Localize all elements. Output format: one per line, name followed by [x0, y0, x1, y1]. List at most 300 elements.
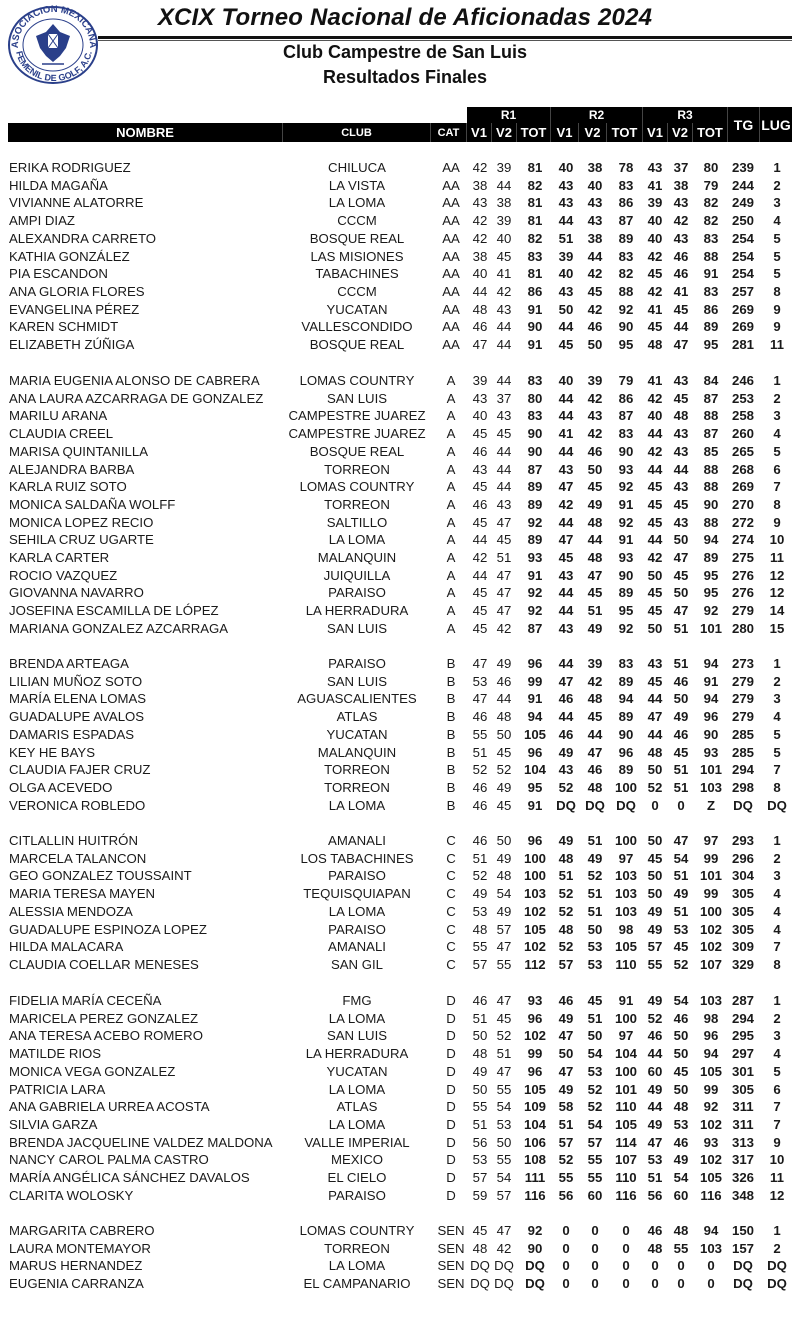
r2-total: 83 — [618, 426, 634, 442]
category: D — [446, 1010, 456, 1026]
r1-total: 83 — [527, 373, 543, 388]
r1-v2-score: 47 — [496, 1063, 512, 1079]
r1-v2-score: 47 — [496, 567, 512, 583]
player-name: ALEXANDRA CARRETO — [9, 230, 157, 246]
category: A — [446, 496, 456, 512]
r2-total: 93 — [618, 550, 634, 565]
club-name: SAN LUIS — [326, 673, 388, 689]
player-name: GUADALUPE ESPINOZA LOPEZ — [9, 921, 207, 937]
r2-v1-score: 44 — [558, 319, 574, 335]
r1-v1-score: 45 — [472, 585, 488, 601]
r1-total: 89 — [527, 479, 543, 495]
table-row — [0, 779, 800, 797]
position: 5 — [773, 248, 781, 264]
r3-total: 82 — [703, 213, 719, 229]
r2-v1-score: 40 — [558, 266, 574, 282]
table-row — [0, 1257, 800, 1275]
r1-v1-score: 48 — [472, 1240, 488, 1256]
grand-total: 157 — [731, 1240, 754, 1256]
r1-v2-score: 45 — [496, 248, 512, 264]
r2-v1-score: 51 — [558, 230, 574, 246]
r2-total: 92 — [618, 301, 634, 317]
r1-v2-score: 44 — [496, 373, 512, 388]
player-name: KEY HE BAYS — [9, 744, 96, 760]
r3-total: 79 — [703, 177, 719, 193]
r1-v2-score: 49 — [496, 850, 512, 866]
position: 6 — [773, 461, 781, 477]
r1-v2-score: 45 — [496, 1010, 512, 1026]
player-name: DAMARIS ESPADAS — [9, 726, 135, 742]
r2-v2-score: 42 — [587, 266, 603, 282]
table-row — [0, 301, 800, 319]
club-name: MALANQUIN — [317, 550, 397, 565]
table-row — [0, 1116, 800, 1134]
club-name: AGUASCALIENTES — [297, 691, 417, 707]
r2-v2-score: 55 — [587, 1170, 603, 1185]
r3-v1-score: 44 — [647, 461, 663, 477]
r2-v1-score: 58 — [558, 1099, 574, 1115]
r2-v2-score: 49 — [587, 850, 603, 866]
category: A — [446, 620, 456, 636]
table-row — [0, 832, 800, 850]
grand-total: 269 — [731, 319, 754, 335]
position: 3 — [773, 691, 781, 707]
r3-total: 0 — [707, 1258, 715, 1274]
r2-total: 107 — [614, 1152, 637, 1168]
club-name: TORREON — [324, 779, 390, 795]
player-name: CLAUDIA CREEL — [9, 426, 114, 442]
r3-total: 87 — [703, 426, 719, 442]
r2-v2-score: 42 — [587, 426, 603, 442]
grand-total: 285 — [731, 744, 754, 760]
club-name: LA LOMA — [328, 797, 386, 813]
r3-v1-score: 41 — [647, 373, 663, 388]
r3-v2-score: 45 — [673, 301, 689, 317]
category: C — [446, 886, 456, 902]
r3-v1-score: 49 — [647, 921, 663, 937]
r3-total: 96 — [703, 1028, 719, 1044]
r1-total: 89 — [527, 496, 543, 512]
r3-total: 88 — [703, 461, 719, 477]
r2-v1-score: 46 — [558, 691, 574, 707]
r1-total: 112 — [524, 956, 546, 972]
r3-total: 89 — [703, 550, 719, 565]
position: 4 — [773, 1046, 781, 1062]
header-r1: R1 — [467, 107, 551, 123]
r2-total: 89 — [618, 585, 634, 601]
r3-total: 101 — [699, 620, 722, 636]
r3-v2-score: 43 — [673, 443, 689, 459]
club-name: EL CIELO — [327, 1170, 387, 1185]
r1-v1-score: 43 — [472, 390, 488, 406]
r3-total: 99 — [703, 1081, 719, 1097]
grand-total: 313 — [731, 1134, 754, 1150]
r1-v2-score: 53 — [496, 1116, 512, 1132]
r3-v2-score: 46 — [673, 1010, 689, 1026]
r2-total: 116 — [615, 1187, 637, 1203]
r1-v2-score: 49 — [496, 656, 512, 671]
player-name: VERONICA ROBLEDO — [9, 797, 146, 813]
r1-v2-score: 45 — [496, 744, 512, 760]
grand-total: 295 — [731, 1028, 754, 1044]
r3-v2-score: 50 — [673, 691, 689, 707]
r1-total: 87 — [527, 461, 543, 477]
r3-v1-score: 39 — [647, 195, 663, 211]
r1-v2-score: 55 — [496, 956, 512, 972]
position: 1 — [773, 160, 781, 175]
svg-text:ASOCIACION MEXICANA: ASOCIACION MEXICANA — [9, 4, 99, 49]
r1-v2-score: 41 — [496, 266, 512, 282]
category: SEN — [437, 1223, 465, 1238]
header-r3-v2: V2 — [668, 123, 693, 142]
table-row — [0, 708, 800, 726]
club-name: FMG — [342, 993, 372, 1008]
r2-v2-score: 44 — [587, 532, 603, 548]
r1-v2-score: 45 — [496, 532, 512, 548]
r1-total: 86 — [527, 283, 543, 299]
r3-v2-score: 46 — [673, 673, 689, 689]
header-club: CLUB — [283, 123, 431, 142]
r1-v1-score: 45 — [472, 426, 488, 442]
club-name: CCCM — [337, 283, 377, 299]
r2-v1-score: 44 — [558, 390, 574, 406]
r2-total: 97 — [618, 850, 634, 866]
header-r2-v2: V2 — [579, 123, 607, 142]
grand-total: 273 — [731, 656, 754, 671]
grand-total: 311 — [732, 1116, 754, 1132]
table-row — [0, 602, 800, 620]
grand-total: DQ — [733, 797, 753, 813]
r3-v1-score: 45 — [647, 603, 663, 619]
club-name: PARAISO — [328, 921, 386, 937]
r1-v2-score: 42 — [496, 283, 512, 299]
position: 12 — [769, 585, 785, 601]
club-name: TORREON — [324, 461, 390, 477]
category: B — [446, 709, 456, 725]
r3-total: 95 — [703, 585, 719, 601]
r2-v1-score: 52 — [558, 1152, 574, 1168]
r3-total: 101 — [699, 868, 722, 884]
grand-total: 279 — [731, 603, 754, 619]
r2-v1-score: DQ — [556, 797, 576, 813]
r3-v1-score: 52 — [647, 1010, 663, 1026]
club-name: SALTILLO — [326, 514, 388, 530]
player-name: BRENDA JACQUELINE VALDEZ MALDONA — [9, 1134, 273, 1150]
r2-v1-score: 44 — [558, 656, 574, 671]
club-name: PARAISO — [328, 585, 386, 601]
position: DQ — [767, 1276, 787, 1292]
r2-v2-score: 40 — [587, 177, 603, 193]
r1-v2-score: 52 — [496, 1028, 512, 1044]
r3-v1-score: 49 — [647, 993, 663, 1008]
r3-v1-score: 50 — [647, 620, 663, 636]
r2-v1-score: 40 — [558, 373, 574, 388]
club-name: PARAISO — [328, 656, 386, 671]
r1-total: 92 — [527, 603, 543, 619]
r2-v1-score: 47 — [558, 479, 574, 495]
r1-total: 91 — [527, 301, 543, 317]
position: 7 — [773, 1099, 781, 1115]
table-row — [0, 620, 800, 638]
r3-v1-score: 49 — [647, 1081, 663, 1097]
r3-v2-score: 38 — [673, 177, 689, 193]
r3-v1-score: 49 — [647, 903, 663, 919]
r1-v1-score: 39 — [472, 373, 488, 388]
r2-v1-score: 44 — [558, 709, 574, 725]
grand-total: 258 — [731, 408, 754, 424]
player-name: CLAUDIA FAJER CRUZ — [9, 762, 151, 778]
r3-v2-score: 50 — [673, 532, 689, 548]
r2-v2-score: 50 — [587, 461, 603, 477]
r3-v1-score: 0 — [651, 1258, 659, 1274]
r2-v1-score: 51 — [558, 868, 574, 884]
r1-v1-score: 45 — [472, 514, 488, 530]
category: AA — [442, 213, 460, 229]
r1-v2-score: 55 — [496, 1152, 512, 1168]
grand-total: 253 — [731, 390, 754, 406]
club-name: YUCATAN — [326, 726, 388, 742]
r3-total: 98 — [703, 1010, 719, 1026]
r3-total: 103 — [699, 779, 722, 795]
r2-total: 87 — [618, 408, 634, 424]
player-name: MARGARITA CABRERO — [9, 1223, 155, 1238]
r1-v2-score: 54 — [496, 886, 512, 902]
r2-v1-score: 43 — [558, 620, 574, 636]
table-row — [0, 1169, 800, 1187]
category: B — [446, 762, 456, 778]
club-name: TEQUISQUIAPAN — [303, 886, 411, 902]
r3-v2-score: 50 — [673, 1046, 689, 1062]
r1-v2-score: 44 — [496, 479, 512, 495]
r3-v2-score: 43 — [673, 373, 689, 388]
r2-v2-score: 0 — [591, 1258, 599, 1274]
r2-v1-score: 47 — [558, 673, 574, 689]
r2-v1-score: 45 — [558, 550, 574, 565]
player-name: SEHILA CRUZ UGARTE — [9, 532, 154, 548]
r3-total: 102 — [699, 1152, 722, 1168]
club-name: JUIQUILLA — [323, 567, 391, 583]
r3-total: 86 — [703, 301, 719, 317]
position: 5 — [773, 230, 781, 246]
category: C — [446, 850, 456, 866]
table-row — [0, 265, 800, 283]
position: 5 — [773, 266, 781, 282]
position: 11 — [770, 550, 784, 565]
r2-total: 103 — [614, 868, 637, 884]
r3-v1-score: 43 — [647, 656, 663, 671]
grand-total: 329 — [731, 956, 754, 972]
r3-v2-score: 55 — [673, 1240, 689, 1256]
r2-v2-score: 51 — [587, 886, 603, 902]
position: 10 — [769, 1152, 785, 1168]
r3-v2-score: 53 — [673, 921, 689, 937]
r2-total: 91 — [618, 496, 634, 512]
r3-v2-score: 48 — [673, 408, 689, 424]
r2-v2-score: 42 — [587, 301, 603, 317]
r1-total: 100 — [523, 868, 546, 884]
grand-total: 285 — [731, 726, 754, 742]
club-name: YUCATAN — [326, 301, 388, 317]
grand-total: 279 — [731, 691, 754, 707]
r2-v2-score: 39 — [587, 656, 603, 671]
r3-v2-score: 43 — [673, 479, 689, 495]
table-row — [0, 407, 800, 425]
r1-v1-score: 47 — [472, 691, 488, 707]
position: 2 — [773, 1240, 781, 1256]
r3-v2-score: 60 — [673, 1187, 689, 1203]
r2-total: 105 — [614, 1116, 637, 1132]
r2-v1-score: 0 — [562, 1240, 570, 1256]
player-name: OLGA ACEVEDO — [9, 779, 113, 795]
grand-total: 305 — [731, 886, 754, 902]
r2-v2-score: 47 — [587, 744, 603, 760]
position: 7 — [773, 1116, 781, 1132]
r1-v2-score: 47 — [496, 585, 512, 601]
grand-total: 265 — [731, 443, 754, 459]
r2-v2-score: 45 — [587, 479, 603, 495]
r2-v2-score: 0 — [591, 1240, 599, 1256]
r2-v2-score: 0 — [591, 1276, 599, 1292]
player-name: MARIANA GONZALEZ AZCARRAGA — [9, 620, 229, 636]
header-r1-v2: V2 — [492, 123, 517, 142]
r2-v1-score: 0 — [562, 1258, 570, 1274]
category: D — [446, 1028, 456, 1044]
club-name: CAMPESTRE JUAREZ — [288, 408, 426, 424]
table-row — [0, 726, 800, 744]
r1-total: 92 — [527, 1223, 543, 1238]
r3-v2-score: 49 — [673, 709, 689, 725]
r2-total: 0 — [622, 1240, 630, 1256]
r1-total: 91 — [527, 691, 543, 707]
table-row — [0, 956, 800, 974]
r2-v2-score: 38 — [587, 230, 603, 246]
club-name: SAN LUIS — [326, 620, 388, 636]
category: B — [446, 656, 456, 671]
r3-v1-score: 48 — [647, 337, 663, 352]
player-name: CITLALLIN HUITRÓN — [9, 833, 138, 848]
r1-v1-score: 53 — [472, 1152, 488, 1168]
position: 3 — [773, 195, 781, 211]
r3-total: 94 — [703, 656, 719, 671]
player-name: ANA TERESA ACEBO ROMERO — [9, 1028, 203, 1044]
r1-total: 80 — [527, 390, 543, 406]
r1-v2-score: 50 — [496, 1134, 512, 1150]
r3-total: 92 — [703, 603, 719, 619]
table-row — [0, 655, 800, 673]
r2-total: 90 — [618, 319, 634, 335]
grand-total: 305 — [731, 1081, 754, 1097]
r2-v2-score: 50 — [587, 1028, 603, 1044]
player-name: PATRICIA LARA — [9, 1081, 106, 1097]
r3-v2-score: 48 — [673, 1099, 689, 1115]
r1-total: 90 — [527, 426, 543, 442]
r1-total: 106 — [523, 1134, 546, 1150]
r2-v2-score: 43 — [587, 213, 603, 229]
r1-v1-score: 49 — [472, 1063, 488, 1079]
r3-total: 88 — [703, 408, 719, 424]
player-name: KARLA CARTER — [9, 550, 110, 565]
club-name: LOS TABACHINES — [300, 850, 414, 866]
r2-v1-score: 44 — [558, 603, 574, 619]
position: 5 — [773, 1063, 781, 1079]
player-name: GEO GONZALEZ TOUSSAINT — [9, 868, 192, 884]
r1-v2-score: 51 — [496, 1046, 512, 1062]
grand-total: 304 — [731, 868, 754, 884]
category: D — [446, 1170, 456, 1185]
club-name: TORREON — [324, 1240, 390, 1256]
r2-total: 100 — [614, 779, 637, 795]
table-row — [0, 159, 800, 177]
r3-total: 94 — [703, 1046, 719, 1062]
r1-v1-score: DQ — [470, 1258, 490, 1274]
r3-v2-score: 45 — [673, 939, 689, 955]
r3-v2-score: 45 — [673, 496, 689, 512]
position: 12 — [769, 1187, 785, 1203]
r3-v1-score: 42 — [647, 248, 663, 264]
r3-total: 0 — [707, 1276, 715, 1292]
category: AA — [442, 177, 460, 193]
table-row — [0, 690, 800, 708]
table-row — [0, 761, 800, 779]
r3-v1-score: 45 — [647, 673, 663, 689]
r3-total: 95 — [703, 567, 719, 583]
r1-v1-score: 53 — [472, 903, 488, 919]
r1-total: 82 — [527, 177, 543, 193]
r3-v1-score: 53 — [647, 1152, 663, 1168]
category: A — [446, 426, 456, 442]
r2-total: 89 — [618, 230, 634, 246]
r3-v2-score: 46 — [673, 1134, 689, 1150]
r3-v2-score: 47 — [673, 833, 689, 848]
r3-total: 83 — [703, 230, 719, 246]
r2-v1-score: 41 — [558, 426, 574, 442]
player-name: ALESSIA MENDOZA — [9, 903, 133, 919]
r3-v2-score: 47 — [673, 550, 689, 565]
player-name: LAURA MONTEMAYOR — [9, 1240, 151, 1256]
r3-v1-score: 50 — [647, 762, 663, 778]
r3-v1-score: 50 — [647, 833, 663, 848]
player-name: MARUS HERNANDEZ — [9, 1258, 143, 1274]
grand-total: 281 — [731, 337, 754, 352]
r2-total: 100 — [614, 1063, 637, 1079]
r1-total: 102 — [523, 903, 546, 919]
r3-v2-score: 50 — [673, 585, 689, 601]
r1-total: 95 — [527, 779, 543, 795]
r3-v2-score: 50 — [673, 1081, 689, 1097]
r3-v2-score: 45 — [673, 744, 689, 760]
category: A — [446, 479, 456, 495]
r1-v1-score: 42 — [472, 230, 488, 246]
r1-total: 103 — [523, 886, 546, 902]
r1-v2-score: 48 — [496, 709, 512, 725]
r3-total: 105 — [699, 1170, 722, 1185]
r2-v1-score: 51 — [558, 1116, 574, 1132]
category: AA — [442, 195, 460, 211]
r3-v1-score: 45 — [647, 585, 663, 601]
r3-v2-score: 51 — [673, 868, 689, 884]
player-name: MARCELA TALANCON — [9, 850, 147, 866]
category: B — [446, 779, 456, 795]
r2-total: 86 — [618, 195, 634, 211]
category: D — [446, 1046, 456, 1062]
club-name: CHILUCA — [328, 160, 386, 175]
r2-v1-score: 47 — [558, 1063, 574, 1079]
grand-total: 250 — [731, 213, 754, 229]
r3-v1-score: 50 — [647, 886, 663, 902]
r1-total: DQ — [525, 1258, 545, 1274]
r2-total: 90 — [618, 726, 634, 742]
category: A — [446, 373, 456, 388]
